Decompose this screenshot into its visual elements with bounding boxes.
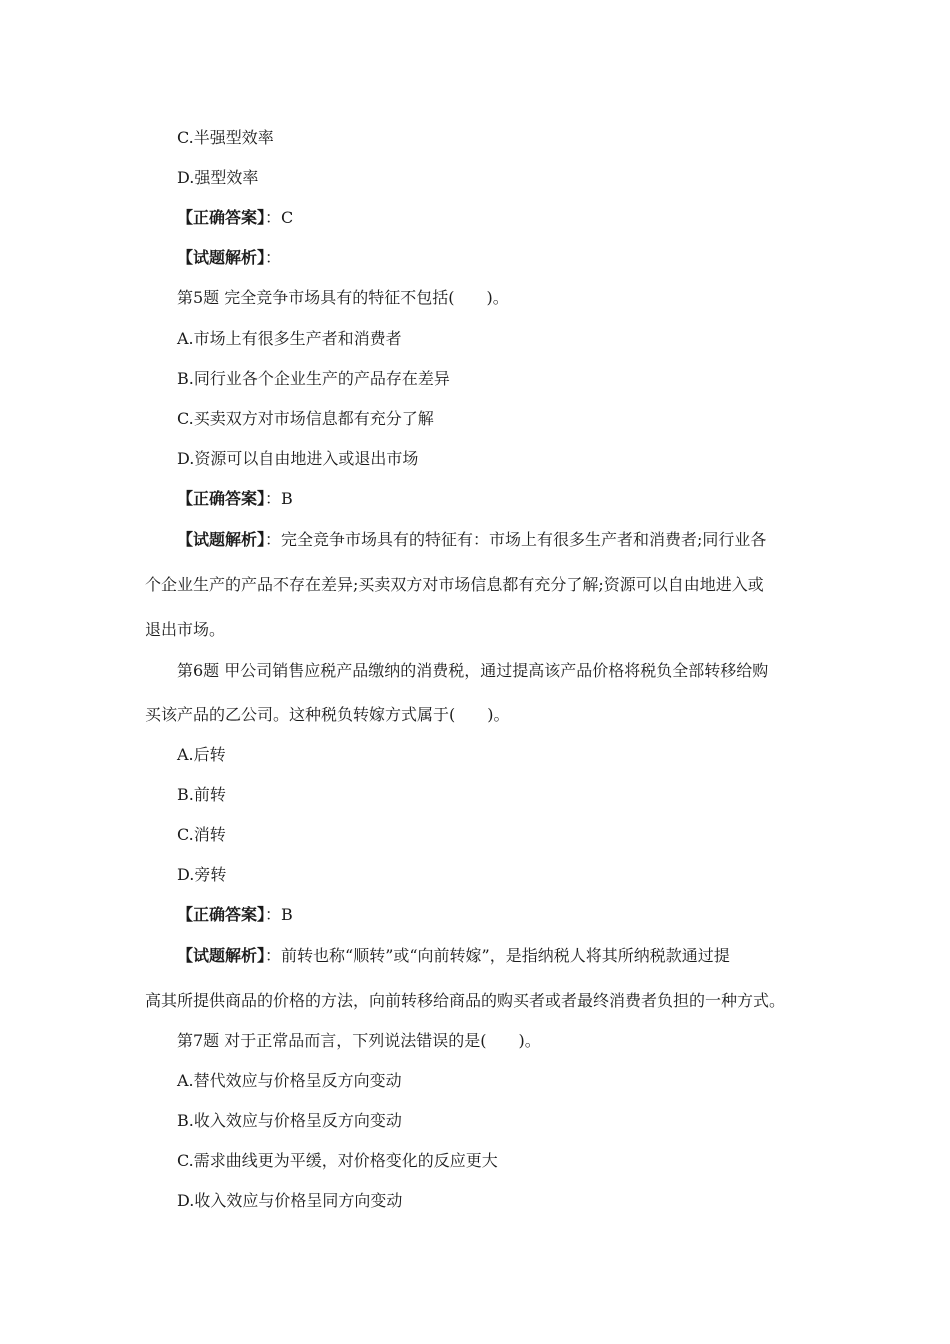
q6-option-b: B.前转	[177, 785, 226, 804]
answer-label: 【正确答案】	[177, 208, 266, 227]
q7-question: 第7题 对于正常品而言，下列说法错误的是( )。	[177, 1031, 541, 1050]
q5-question: 第5题 完全竞争市场具有的特征不包括( )。	[177, 288, 509, 307]
q4-option-c: C.半强型效率	[177, 128, 274, 147]
q6-option-c: C.消转	[177, 825, 226, 844]
q5-answer	[177, 489, 293, 509]
q6-question-line2: 买该产品的乙公司。这种税负转嫁方式属于( )。	[145, 705, 510, 724]
answer-label: 【正确答案】	[177, 905, 266, 924]
q7-option-d: D.收入效应与价格呈同方向变动	[177, 1191, 403, 1210]
analysis-label: 【试题解析】	[177, 946, 266, 965]
analysis-text: ：完全竞争市场具有的特征有：市场上有很多生产者和消费者;同行业各	[265, 530, 767, 549]
q7-option-a: A.替代效应与价格呈反方向变动	[177, 1071, 402, 1090]
q4-answer	[177, 208, 293, 228]
q7-option-c: C.需求曲线更为平缓，对价格变化的反应更大	[177, 1151, 498, 1170]
q6-analysis-line1	[177, 946, 730, 966]
q5-analysis-line2: 个企业生产的产品不存在差异;买卖双方对市场信息都有充分了解;资源可以自由地进入或	[145, 575, 764, 594]
answer-value: ：C	[265, 208, 294, 227]
analysis-label: 【试题解析】	[177, 248, 266, 267]
q5-analysis-line3: 退出市场。	[145, 620, 226, 639]
answer-value: ：B	[265, 905, 293, 924]
q6-answer	[177, 905, 293, 925]
q5-option-c: C.买卖双方对市场信息都有充分了解	[177, 409, 434, 428]
analysis-text: ：前转也称“顺转”或“向前转嫁”，是指纳税人将其所纳税款通过提	[265, 946, 730, 965]
q6-analysis-line2: 高其所提供商品的价格的方法，向前转移给商品的购买者或者最终消费者负担的一种方式。	[145, 991, 786, 1010]
q5-option-d: D.资源可以自由地进入或退出市场	[177, 449, 419, 468]
q4-option-d: D.强型效率	[177, 168, 259, 187]
q6-option-d: D.旁转	[177, 865, 227, 884]
q5-option-a: A.市场上有很多生产者和消费者	[177, 329, 402, 348]
answer-value: ：B	[265, 489, 293, 508]
q6-option-a: A.后转	[177, 745, 226, 764]
answer-label: 【正确答案】	[177, 489, 266, 508]
q5-analysis-line1	[177, 530, 766, 550]
q5-option-b: B.同行业各个企业生产的产品存在差异	[177, 369, 450, 388]
q4-analysis	[177, 248, 281, 268]
q6-question-line1: 第6题 甲公司销售应税产品缴纳的消费税，通过提高该产品价格将税负全部转移给购	[177, 661, 769, 680]
q7-option-b: B.收入效应与价格呈反方向变动	[177, 1111, 402, 1130]
analysis-label: 【试题解析】	[177, 530, 266, 549]
analysis-text: ：	[265, 248, 282, 267]
